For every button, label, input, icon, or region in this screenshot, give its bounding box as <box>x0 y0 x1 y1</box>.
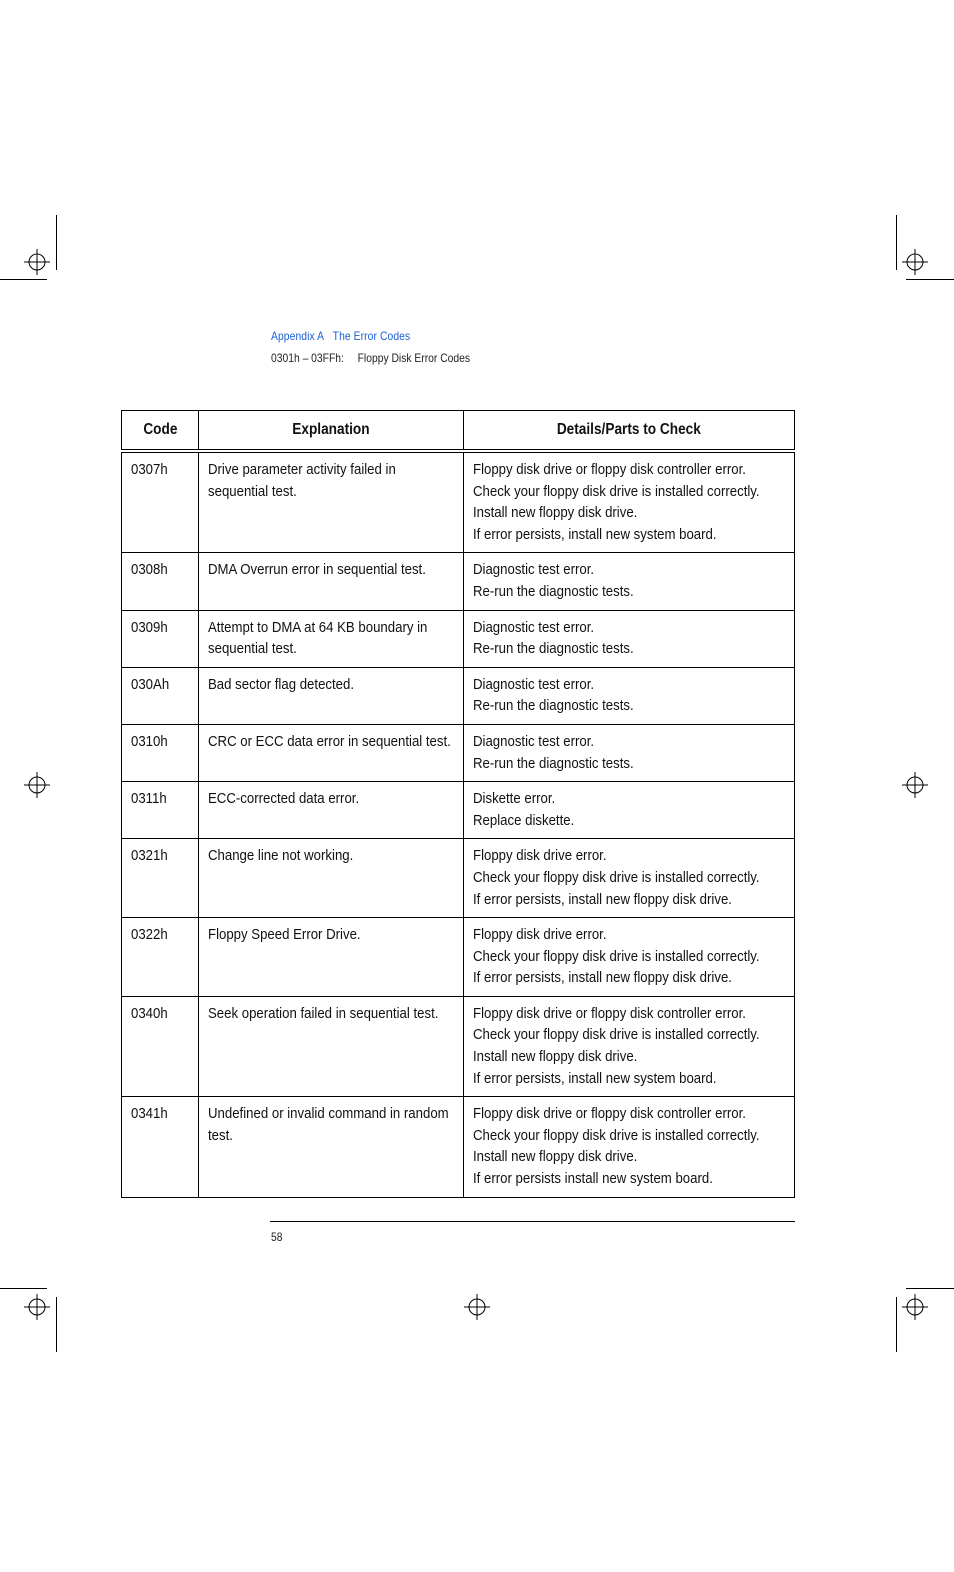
details-line: If error persists, install new floppy disk drive. <box>472 890 732 908</box>
details-line: Replace diskette. <box>472 811 574 829</box>
header-chapter: The Error Codes <box>332 329 411 343</box>
explanation-cell <box>199 918 463 997</box>
explanation-cell <box>199 839 463 918</box>
explanation-text: Attempt to DMA at 64 KB boundary in sequential test. <box>208 618 428 658</box>
error-code-cell <box>122 839 199 918</box>
table-row <box>122 553 795 610</box>
running-header <box>271 329 410 343</box>
details-cell <box>463 918 795 997</box>
explanation-text: Undefined or invalid command in random test. <box>208 1105 449 1144</box>
error-code-table-body <box>122 451 795 1197</box>
details-cell <box>463 451 795 553</box>
error-code: 0308h <box>131 561 168 579</box>
explanation-cell <box>199 782 463 839</box>
explanation-cell <box>199 610 463 667</box>
registration-mark-icon <box>24 1294 50 1320</box>
footer-rule <box>270 1221 795 1222</box>
error-code-cell <box>122 667 199 724</box>
explanation-text: CRC or ECC data error in sequential test. <box>208 732 451 750</box>
registration-mark-icon <box>24 249 50 275</box>
details-line: Diagnostic test error. <box>472 618 594 636</box>
details-cell <box>463 839 795 918</box>
explanation-text: Floppy Speed Error Drive. <box>208 926 361 944</box>
error-code-cell <box>122 553 199 610</box>
details-line: Check your floppy disk drive is installed correctly. <box>472 482 760 500</box>
error-code-table <box>121 410 795 1198</box>
explanation-cell <box>199 553 463 610</box>
page-number: 58 <box>271 1230 283 1244</box>
table-row <box>122 724 795 781</box>
details-line: Re-run the diagnostic tests. <box>472 640 634 658</box>
error-code-cell <box>122 782 199 839</box>
details-cell <box>463 782 795 839</box>
table-row <box>122 667 795 724</box>
details-line: Install new floppy disk drive. <box>472 1148 637 1166</box>
error-code: 0322h <box>131 926 168 944</box>
details-line: Diagnostic test error. <box>472 732 594 750</box>
header-appendix: Appendix A <box>271 329 325 343</box>
details-line: Floppy disk drive error. <box>472 847 607 865</box>
error-code: 0310h <box>131 732 168 750</box>
explanation-text: Drive parameter activity failed in sequential test. <box>208 461 396 500</box>
column-header-details: Details/Parts to Check <box>463 411 795 452</box>
details-line: Diagnostic test error. <box>472 675 594 693</box>
registration-mark-icon <box>24 772 50 798</box>
details-line: Re-run the diagnostic tests. <box>472 582 634 600</box>
details-line: Check your floppy disk drive is installed correctly. <box>472 868 760 886</box>
details-cell <box>463 996 795 1096</box>
details-line: Re-run the diagnostic tests. <box>472 754 634 772</box>
details-line: Re-run the diagnostic tests. <box>472 697 634 715</box>
explanation-cell <box>199 667 463 724</box>
details-cell <box>463 1097 795 1197</box>
error-code-cell <box>122 996 199 1096</box>
error-code-cell <box>122 724 199 781</box>
details-cell <box>463 553 795 610</box>
explanation-text: DMA Overrun error in sequential test. <box>208 561 427 579</box>
error-code: 0309h <box>131 618 168 636</box>
error-code-cell <box>122 451 199 553</box>
error-code-cell <box>122 610 199 667</box>
details-line: Install new floppy disk drive. <box>472 1048 637 1066</box>
error-code: 0340h <box>131 1004 168 1022</box>
details-line: Diskette error. <box>472 790 555 808</box>
details-cell <box>463 724 795 781</box>
explanation-cell <box>199 451 463 553</box>
table-row <box>122 996 795 1096</box>
error-code: 030Ah <box>131 675 170 693</box>
error-code-cell <box>122 918 199 997</box>
details-line: Install new floppy disk drive. <box>472 504 637 522</box>
error-code: 0341h <box>131 1105 168 1123</box>
details-line: If error persists, install new system board. <box>472 525 717 543</box>
details-cell <box>463 610 795 667</box>
error-code: 0307h <box>131 461 168 478</box>
registration-mark-icon <box>464 1294 490 1320</box>
column-header-explanation: Explanation <box>199 411 463 452</box>
details-line: If error persists, install new system board. <box>472 1069 717 1087</box>
explanation-cell <box>199 724 463 781</box>
explanation-cell <box>199 1097 463 1197</box>
details-line: Floppy disk drive or floppy disk controller error. <box>472 1004 746 1022</box>
details-line: Diagnostic test error. <box>472 561 594 579</box>
details-line: Check your floppy disk drive is installed correctly. <box>472 1126 760 1144</box>
explanation-text: ECC-corrected data error. <box>208 790 360 808</box>
details-line: Check your floppy disk drive is installed correctly. <box>472 1026 760 1044</box>
explanation-cell <box>199 996 463 1096</box>
explanation-text: Bad sector flag detected. <box>208 675 355 693</box>
details-line: Floppy disk drive or floppy disk controller error. <box>472 461 746 478</box>
table-header-row <box>122 411 795 452</box>
details-line: If error persists install new system board. <box>472 1170 713 1188</box>
explanation-text: Change line not working. <box>208 847 354 865</box>
table-row <box>122 451 795 553</box>
error-code: 0311h <box>131 790 167 808</box>
details-cell <box>463 667 795 724</box>
table-row <box>122 782 795 839</box>
explanation-text: Seek operation failed in sequential test. <box>208 1004 439 1022</box>
header-section: Floppy Disk Error Codes <box>357 351 471 365</box>
registration-mark-icon <box>902 1294 928 1320</box>
table-row <box>122 839 795 918</box>
table-row <box>122 1097 795 1197</box>
section-subheader <box>271 351 470 365</box>
table-row <box>122 918 795 997</box>
registration-mark-icon <box>902 772 928 798</box>
details-line: Check your floppy disk drive is installed correctly. <box>472 947 760 965</box>
registration-mark-icon <box>902 249 928 275</box>
error-code-cell <box>122 1097 199 1197</box>
table-row <box>122 610 795 667</box>
column-header-code: Code <box>122 411 199 452</box>
details-line: Floppy disk drive error. <box>472 926 607 944</box>
details-line: If error persists, install new floppy disk drive. <box>472 969 732 987</box>
header-range: 0301h – 03FFh: <box>271 351 344 365</box>
details-line: Floppy disk drive or floppy disk controller error. <box>472 1105 746 1123</box>
error-code: 0321h <box>131 847 168 865</box>
